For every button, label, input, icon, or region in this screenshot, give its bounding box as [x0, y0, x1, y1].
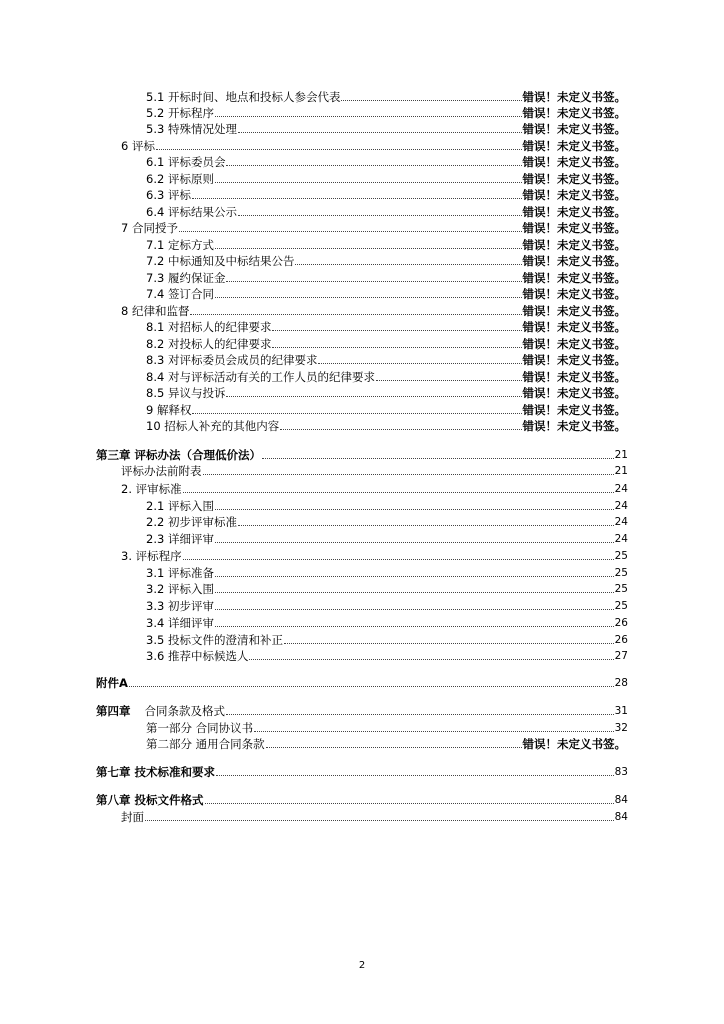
toc-leader-dots	[226, 165, 521, 166]
toc-entry-title: 5.3 特殊情况处理	[146, 122, 237, 136]
toc-leader-dots	[318, 363, 521, 364]
toc-entry-2[interactable]	[121, 480, 628, 496]
toc-entry-page: 83	[614, 766, 628, 778]
toc-leader-dots	[215, 509, 614, 510]
toc-entry-title: 3.4 详细评审	[146, 616, 214, 630]
toc-leader-dots	[272, 347, 521, 348]
toc-entry-7-1[interactable]	[146, 236, 626, 252]
toc-entry-title: 6.3 评标	[146, 188, 191, 202]
toc-entry-title: 5.2 开标程序	[146, 106, 214, 120]
toc-leader-dots	[192, 413, 521, 414]
toc-leader-dots	[179, 231, 522, 232]
toc-entry-title: 第一部分 合同协议书	[146, 721, 254, 735]
toc-entry-title: 6 评标	[121, 139, 155, 153]
toc-entry-title: 8.3 对评标委员会成员的纪律要求	[146, 353, 318, 367]
toc-entry-title: 7.2 中标通知及中标结果公告	[146, 254, 295, 268]
toc-entry-title: 附件A	[96, 676, 128, 690]
toc-entry-page: 84	[614, 811, 628, 823]
toc-entry-cover[interactable]	[121, 808, 628, 824]
toc-leader-dots	[295, 264, 521, 265]
toc-entry-page: 错误！未定义书签。	[522, 320, 626, 334]
toc-entry-title: 8 纪律和监督	[121, 304, 190, 318]
toc-entry-chapter-8[interactable]	[96, 791, 628, 807]
toc-entry-8-3[interactable]	[146, 351, 626, 367]
toc-entry-chapter-3[interactable]	[96, 446, 628, 462]
toc-leader-dots	[215, 116, 522, 117]
toc-entry-part-2[interactable]	[146, 735, 626, 751]
toc-entry-8-2[interactable]	[146, 335, 626, 351]
toc-entry-9[interactable]	[146, 401, 626, 417]
toc-chapter-number: 第四章	[96, 704, 131, 718]
toc-entry-title: 封面	[121, 810, 144, 824]
toc-entry-page: 84	[614, 794, 628, 806]
toc-entry-page: 错误！未定义书签。	[522, 139, 626, 153]
toc-entry-page: 25	[614, 567, 628, 579]
toc-entry-page: 错误！未定义书签。	[522, 353, 626, 367]
toc-entry-title: 3.6 推荐中标候选人	[146, 649, 249, 663]
toc-entry-8[interactable]	[121, 302, 626, 318]
toc-leader-dots	[215, 297, 522, 298]
toc-entry-title: 6.1 评标委员会	[146, 155, 226, 169]
toc-leader-dots	[284, 643, 614, 644]
toc-entry-page: 错误！未定义书签。	[522, 238, 626, 252]
toc-entry-6-3[interactable]	[146, 186, 626, 202]
toc-chapter-name: 合同条款及格式	[144, 704, 225, 718]
toc-leader-dots	[226, 714, 614, 715]
toc-entry-page: 错误！未定义书签。	[522, 254, 626, 268]
toc-entry-title: 7.1 定标方式	[146, 238, 214, 252]
toc-leader-dots	[376, 380, 522, 381]
toc-entry-page: 错误！未定义书签。	[522, 337, 626, 351]
toc-entry-8-1[interactable]	[146, 318, 626, 334]
toc-entry-3[interactable]	[121, 547, 628, 563]
toc-entry-6-4[interactable]	[146, 203, 626, 219]
toc-leader-dots	[205, 803, 614, 804]
toc-entry-3-5[interactable]	[146, 631, 628, 647]
toc-entry-page: 错误！未定义书签。	[522, 419, 626, 433]
toc-leader-dots	[226, 396, 521, 397]
toc-entry-title: 3.1 评标准备	[146, 566, 214, 580]
toc-entry-page: 错误！未定义书签。	[522, 287, 626, 301]
page-number: 2	[358, 960, 366, 971]
toc-entry-page: 错误！未定义书签。	[522, 172, 626, 186]
toc-leader-dots	[238, 132, 522, 133]
toc-leader-dots	[145, 820, 614, 821]
toc-entry-7[interactable]	[121, 219, 626, 235]
toc-leader-dots	[190, 314, 521, 315]
toc-entry-page: 24	[614, 500, 628, 512]
toc-entry-6[interactable]	[121, 137, 626, 153]
toc-leader-dots	[262, 458, 614, 459]
toc-entry-page: 24	[614, 533, 628, 545]
toc-leader-dots	[129, 686, 614, 687]
toc-entry-8-5[interactable]	[146, 384, 626, 400]
toc-entry-title: 3.5 投标文件的澄清和补正	[146, 633, 283, 647]
toc-entry-page: 24	[614, 483, 628, 495]
toc-entry-page: 24	[614, 516, 628, 528]
toc-entry-3-2[interactable]	[146, 580, 628, 596]
toc-entry-title: 8.5 异议与投诉	[146, 386, 226, 400]
toc-entry-2-3[interactable]	[146, 530, 628, 546]
toc-entry-page: 错误！未定义书签。	[522, 386, 626, 400]
toc-entry-title: 评标办法前附表	[121, 464, 202, 478]
toc-leader-dots	[192, 198, 522, 199]
toc-entry-page: 21	[614, 465, 628, 477]
toc-leader-dots	[226, 281, 521, 282]
toc-entry-title: 7.3 履约保证金	[146, 271, 226, 285]
toc-entry-page: 25	[614, 550, 628, 562]
toc-entry-5-2[interactable]	[146, 104, 626, 120]
toc-entry-page: 26	[614, 634, 628, 646]
toc-leader-dots	[215, 576, 614, 577]
toc-leader-dots	[280, 429, 521, 430]
toc-entry-6-2[interactable]	[146, 170, 626, 186]
toc-entry-title: 2.2 初步评审标准	[146, 515, 237, 529]
toc-entry-3-1[interactable]	[146, 564, 628, 580]
toc-entry-page: 32	[614, 722, 628, 734]
toc-entry-10[interactable]	[146, 417, 626, 433]
toc-entry-page: 错误！未定义书签。	[522, 737, 626, 751]
toc-leader-dots	[203, 474, 614, 475]
toc-entry-title: 第八章 投标文件格式	[96, 793, 204, 807]
toc-entry-eval-table[interactable]	[121, 462, 628, 478]
toc-entry-7-2[interactable]	[146, 252, 626, 268]
toc-entry-page: 26	[614, 617, 628, 629]
toc-leader-dots	[216, 775, 614, 776]
toc-entry-title: 5.1 开标时间、地点和投标人参会代表	[146, 90, 341, 104]
toc-entry-5-3[interactable]	[146, 120, 626, 136]
toc-entry-3-4[interactable]	[146, 614, 628, 630]
toc-entry-title: 3.2 评标入围	[146, 582, 214, 596]
toc-leader-dots	[249, 659, 613, 660]
toc-entry-page: 28	[614, 677, 628, 689]
toc-entry-appendix-a[interactable]	[96, 674, 628, 690]
toc-entry-title: 10 招标人补充的其他内容	[146, 419, 280, 433]
toc-entry-page: 错误！未定义书签。	[522, 221, 626, 235]
toc-leader-dots	[183, 492, 614, 493]
toc-entry-2-2[interactable]	[146, 513, 628, 529]
toc-entry-page: 错误！未定义书签。	[522, 155, 626, 169]
toc-entry-title: 8.2 对投标人的纪律要求	[146, 337, 272, 351]
toc-entry-7-3[interactable]	[146, 269, 626, 285]
toc-entry-3-3[interactable]	[146, 597, 628, 613]
toc-entry-title: 7.4 签订合同	[146, 287, 214, 301]
toc-entry-page: 错误！未定义书签。	[522, 122, 626, 136]
toc-entry-page: 错误！未定义书签。	[522, 370, 626, 384]
toc-entry-chapter-4[interactable]	[96, 702, 628, 718]
toc-entry-8-4[interactable]	[146, 368, 626, 384]
toc-entry-page: 错误！未定义书签。	[522, 205, 626, 219]
toc-entry-title: 3.3 初步评审	[146, 599, 214, 613]
toc-entry-title: 3. 评标程序	[121, 549, 182, 563]
toc-entry-3-6[interactable]	[146, 647, 628, 663]
toc-entry-page: 31	[614, 705, 628, 717]
toc-entry-title: 9 解释权	[146, 403, 192, 417]
toc-leader-dots	[266, 747, 522, 748]
toc-leader-dots	[215, 592, 614, 593]
toc-leader-dots	[238, 525, 614, 526]
toc-leader-dots	[156, 149, 522, 150]
toc-entry-title	[96, 704, 225, 718]
toc-entry-page: 错误！未定义书签。	[522, 188, 626, 202]
toc-entry-title: 第二部分 通用合同条款	[146, 737, 265, 751]
toc-entry-title: 6.4 评标结果公示	[146, 205, 237, 219]
toc-leader-dots	[183, 559, 614, 560]
toc-entry-title: 7 合同授予	[121, 221, 178, 235]
toc-entry-title: 第七章 技术标准和要求	[96, 765, 216, 779]
toc-leader-dots	[341, 100, 521, 101]
toc-leader-dots	[215, 626, 614, 627]
toc-entry-title: 2. 评审标准	[121, 482, 182, 496]
toc-entry-page: 错误！未定义书签。	[522, 106, 626, 120]
toc-leader-dots	[215, 182, 522, 183]
toc-entry-title: 2.3 详细评审	[146, 532, 214, 546]
toc-leader-dots	[238, 215, 522, 216]
toc-entry-title: 8.1 对招标人的纪律要求	[146, 320, 272, 334]
toc-entry-page: 错误！未定义书签。	[522, 304, 626, 318]
toc-entry-title: 第三章 评标办法（合理低价法）	[96, 448, 262, 462]
toc-entry-page: 25	[614, 600, 628, 612]
toc-entry-page: 错误！未定义书签。	[522, 90, 626, 104]
toc-entry-2-1[interactable]	[146, 497, 628, 513]
toc-leader-dots	[215, 609, 614, 610]
toc-leader-dots	[254, 731, 613, 732]
toc-entry-chapter-7[interactable]	[96, 763, 628, 779]
toc-entry-page: 错误！未定义书签。	[522, 403, 626, 417]
toc-entry-page: 错误！未定义书签。	[522, 271, 626, 285]
toc-entry-title: 8.4 对与评标活动有关的工作人员的纪律要求	[146, 370, 375, 384]
toc-entry-7-4[interactable]	[146, 285, 626, 301]
toc-entry-page: 27	[614, 650, 628, 662]
toc-entry-6-1[interactable]	[146, 153, 626, 169]
toc-entry-page: 25	[614, 583, 628, 595]
toc-entry-title: 2.1 评标入围	[146, 499, 214, 513]
toc-leader-dots	[215, 248, 522, 249]
toc-entry-page: 21	[614, 449, 628, 461]
toc-entry-title: 6.2 评标原则	[146, 172, 214, 186]
toc-leader-dots	[272, 330, 521, 331]
toc-leader-dots	[215, 542, 614, 543]
toc-entry-5-1[interactable]	[146, 88, 626, 104]
toc-entry-part-1[interactable]	[146, 719, 628, 735]
